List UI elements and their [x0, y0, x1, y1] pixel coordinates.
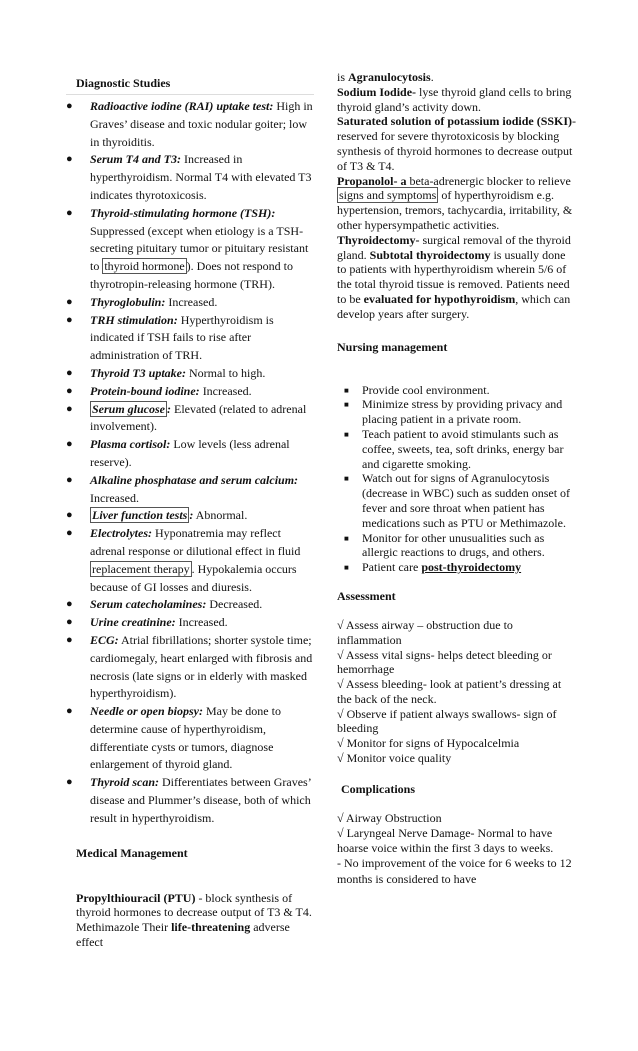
nursing-text: Teach patient to avoid stimulants such as coffee, sweets, tea, soft drinks, energy bar and cigarette smoking.: [362, 426, 564, 471]
prop-term: Propanolol- a: [337, 173, 407, 188]
diagnostic-item: [66, 436, 314, 472]
diagnostic-term: Thyroglobulin:: [90, 294, 166, 309]
diagnostic-term: Serum T4 and T3:: [90, 152, 182, 167]
bullet-icon: ●: [66, 527, 73, 540]
bullet-icon: ●: [66, 776, 73, 789]
complication-item: √ Laryngeal Nerve Damage- Normal to have hoarse voice within the first 3 days to weeks.: [337, 826, 554, 856]
assessment-item: √ Assess vital signs- helps detect bleeding or hemorrhage: [337, 647, 552, 677]
nursing-text: Watch out for signs of Agranulocytosis (decrease in WBC) such as sudden onset of fever and sore throat when patient has medications such as PTU or Methimazole.: [362, 471, 571, 530]
assessment-list: [337, 618, 577, 766]
diagnostic-term: Thyroid T3 uptake:: [90, 365, 186, 380]
diagnostic-item: [66, 703, 314, 774]
diagnostic-item: [66, 507, 314, 525]
assessment-item: √ Assess airway – obstruction due to inflammation: [337, 617, 513, 647]
square-bullet-icon: ■: [344, 429, 349, 439]
bullet-icon: ●: [66, 598, 73, 611]
diagnostic-text: Hyponatremia may reflect adrenal response or dilutional effect in fluid: [90, 526, 301, 558]
diagnostic-item: [66, 632, 314, 703]
diagnostic-text: Normal to high.: [186, 365, 266, 380]
bullet-icon: ●: [66, 438, 73, 451]
complication-item: √ Airway Obstruction: [337, 810, 442, 825]
diagnostic-term: Needle or open biopsy:: [90, 704, 203, 719]
square-bullet-icon: ■: [344, 400, 349, 410]
nursing-list: [337, 383, 577, 575]
diagnostic-term: Serum catecholamines:: [90, 597, 207, 612]
diagnostic-item: [66, 401, 314, 437]
sodium-iodide-paragraph: [337, 85, 577, 115]
methimazole-bold: life-threatening: [171, 920, 251, 935]
ptu-text: - block synthesis of thyroid hormones to decrease output of T3 & T4.: [76, 890, 312, 920]
diagnostic-text: Hyperthyroidism is indicated if TSH fails to rise after administration of TRH.: [90, 312, 274, 363]
diagnostic-item: [66, 294, 314, 312]
post-thyroidectomy-label: post-thyroidectomy: [421, 560, 522, 575]
term-suffix: :: [189, 508, 194, 523]
diagnostic-list: [66, 98, 314, 828]
subtotal-text: is usually done to patients with hyperthyroidism wherein 5/6 of the total thyroid tissue is removed. Patients need to be: [337, 247, 570, 306]
bullet-icon: ●: [66, 473, 73, 486]
diagnostic-text: Differentiates between Graves’ disease and Plummer’s disease, both of which result in hyperthyroidism.: [90, 775, 311, 825]
bullet-icon: ●: [66, 402, 73, 415]
thyroidectomy-term: Thyroidectomy-: [337, 232, 420, 247]
bullet-icon: ●: [66, 705, 73, 718]
diagnostic-text: Suppressed (except when etiology is a TSH-secreting pituitary tumor or pituitary resistant to: [90, 223, 309, 274]
diagnostic-text: . Hypokalemia occurs because of GI losses and diuresis.: [90, 561, 297, 594]
nursing-item: [337, 560, 577, 575]
square-bullet-icon: ■: [344, 474, 349, 484]
diagnostic-text: Increased.: [199, 383, 252, 398]
square-bullet-icon: ■: [344, 385, 349, 395]
diagnostic-text: Increased.: [165, 294, 218, 309]
nursing-item: [337, 531, 577, 561]
left-column: [66, 70, 314, 950]
nursing-item: [337, 383, 577, 398]
diagnostic-text: Abnormal.: [193, 508, 248, 523]
nursing-management-heading: Nursing management: [337, 339, 448, 354]
methimazole-tail: adverse effect: [76, 920, 290, 950]
bullet-icon: ●: [66, 366, 73, 379]
ssi-text: lyse thyroid gland cells to bring thyroid gland’s activity down.: [337, 84, 572, 114]
diagnostic-text: Increased in hyperthyroidism. Normal T4 with elevated T3 indicates thyrotoxicosis.: [90, 152, 312, 202]
bullet-icon: ●: [66, 206, 73, 219]
sski-text: - reserved for severe thyrotoxicosis by blocking synthesis of thyroid hormones to decrease output of T3 & T4.: [337, 114, 577, 173]
right-column: [337, 70, 577, 887]
p1-post: .: [430, 70, 434, 84]
ptu-paragraph: [66, 891, 314, 950]
diagnostic-term: ECG:: [90, 632, 119, 647]
assessment-heading: Assessment: [337, 588, 396, 603]
diagnostic-text: Elevated (related to adrenal involvement).: [90, 401, 307, 434]
diagnostic-item: [66, 525, 314, 596]
diagnostic-text: Increased.: [90, 490, 139, 505]
diagnostic-text: Atrial fibrillations; shorter systole time; cardiomegaly, heart enlarged with fibrosis and necrosis (late signs or in elderly with masked hyperthyroidism).: [90, 632, 313, 701]
assessment-item: √ Monitor voice quality: [337, 751, 452, 766]
inline-boxed-link[interactable]: replacement therapy: [92, 561, 190, 576]
bullet-icon: ●: [66, 313, 73, 326]
boxed-term-link[interactable]: Liver function tests: [92, 508, 188, 523]
agranulocytosis-line: [337, 70, 577, 85]
ptu-term: Propylthiouracil (PTU): [76, 890, 196, 905]
bullet-icon: ●: [66, 633, 73, 646]
thyroidectomy-paragraph: [337, 233, 577, 322]
ssi-term: Sodium Iodide-: [337, 84, 417, 99]
diagnostic-term: Urine creatinine:: [90, 615, 176, 630]
square-bullet-icon: ■: [344, 563, 349, 573]
p1-pre: is: [337, 70, 349, 84]
diagnostic-term: Protein-bound iodine:: [90, 383, 200, 398]
diagnostic-text: High in Graves’ disease and toxic nodular goiter; low in thyroiditis.: [90, 99, 313, 149]
nursing-item: [337, 471, 577, 530]
nursing-text: Provide cool environment.: [362, 382, 490, 397]
bullet-icon: ●: [66, 153, 73, 166]
sski-paragraph: [337, 114, 577, 173]
methimazole-text: Methimazole Their: [76, 920, 172, 935]
bullet-icon: ●: [66, 295, 73, 308]
diagnostic-item: [66, 614, 314, 632]
prop-text-after: of hyperthyroidism e.g. hypertension, tremors, tachycardia, irritability, & other hypersympathetic activities.: [337, 188, 573, 232]
diagnostic-item: [66, 205, 314, 294]
boxed-term-link[interactable]: Serum glucose: [92, 401, 166, 416]
inline-boxed-link[interactable]: thyroid hormone: [104, 259, 185, 274]
prop-text-before: beta-adrenergic blocker to relieve: [406, 173, 571, 188]
assessment-item: √ Observe if patient always swallows- sign of bleeding: [337, 706, 557, 736]
assessment-item: √ Monitor for signs of Hypocalcelmia: [337, 736, 520, 751]
diagnostic-text: ). Does not respond to thyrotropin-releasing hormone (TRH).: [90, 259, 293, 291]
diagnostic-term: Thyroid scan:: [90, 775, 159, 790]
nursing-text: Minimize stress by providing privacy and placing patient in a private room.: [362, 397, 563, 427]
term-suffix: :: [167, 401, 172, 416]
propanolol-paragraph: [337, 174, 577, 233]
bullet-icon: ●: [66, 616, 73, 629]
thyroidectomy-text: surgical removal of the thyroid gland.: [337, 232, 571, 262]
medical-management-heading: Medical Management: [76, 845, 188, 860]
diagnostic-item: [66, 472, 314, 508]
diagnostic-term: Alkaline phosphatase and serum calcium:: [90, 472, 299, 487]
diagnostic-studies-heading: Diagnostic Studies: [66, 76, 314, 95]
diagnostic-item: [66, 383, 314, 401]
diagnostic-term: Thyroid-stimulating hormone (TSH):: [90, 205, 276, 220]
bullet-icon: ●: [66, 384, 73, 397]
diagnostic-item: [66, 151, 314, 204]
nursing-item: [337, 397, 577, 427]
bullet-icon: ●: [66, 509, 73, 522]
diagnostic-item: [66, 365, 314, 383]
complications-list: [337, 811, 577, 887]
diagnostic-text: Low levels (less adrenal reserve).: [90, 437, 290, 469]
complication-item: - No improvement of the voice for 6 weeks to 12 months is considered to have: [337, 856, 572, 886]
p1-bold: Agranulocytosis: [348, 70, 431, 84]
diagnostic-text: Decreased.: [206, 597, 263, 612]
diagnostic-term: TRH stimulation:: [90, 312, 178, 327]
nursing-text: Monitor for other unusualities such as allergic reactions to drugs, and others.: [362, 530, 545, 560]
square-bullet-icon: ■: [344, 533, 349, 543]
eval-bold: evaluated for hypothyroidism: [363, 291, 516, 306]
diagnostic-item: [66, 98, 314, 151]
nursing-text: Patient care: [362, 560, 422, 575]
signs-symptoms-link[interactable]: signs and symptoms: [339, 188, 437, 203]
bullet-icon: ●: [66, 100, 73, 112]
diagnostic-term: Radioactive iodine (RAI) uptake test:: [90, 99, 274, 113]
eval-tail: , which can develop years after surgery.: [337, 291, 571, 321]
diagnostic-term: Plasma cortisol:: [90, 437, 171, 452]
sski-term: Saturated solution of potassium iodide (SSKI): [337, 114, 573, 129]
diagnostic-term: Electrolytes:: [90, 526, 152, 541]
diagnostic-item: [66, 774, 314, 827]
diagnostic-item: [66, 312, 314, 365]
assessment-item: √ Assess bleeding- look at patient’s dressing at the back of the neck.: [337, 677, 562, 706]
complications-heading: Complications: [341, 781, 416, 796]
diagnostic-text: Increased.: [175, 615, 228, 630]
subtotal-term: Subtotal thyroidectomy: [369, 247, 491, 262]
diagnostic-text: May be done to determine cause of hyperthyroidism, differentiate cysts or tumors, diagnose enlargement of thyroid gland.: [90, 704, 281, 772]
nursing-item: [337, 427, 577, 471]
diagnostic-item: [66, 596, 314, 614]
